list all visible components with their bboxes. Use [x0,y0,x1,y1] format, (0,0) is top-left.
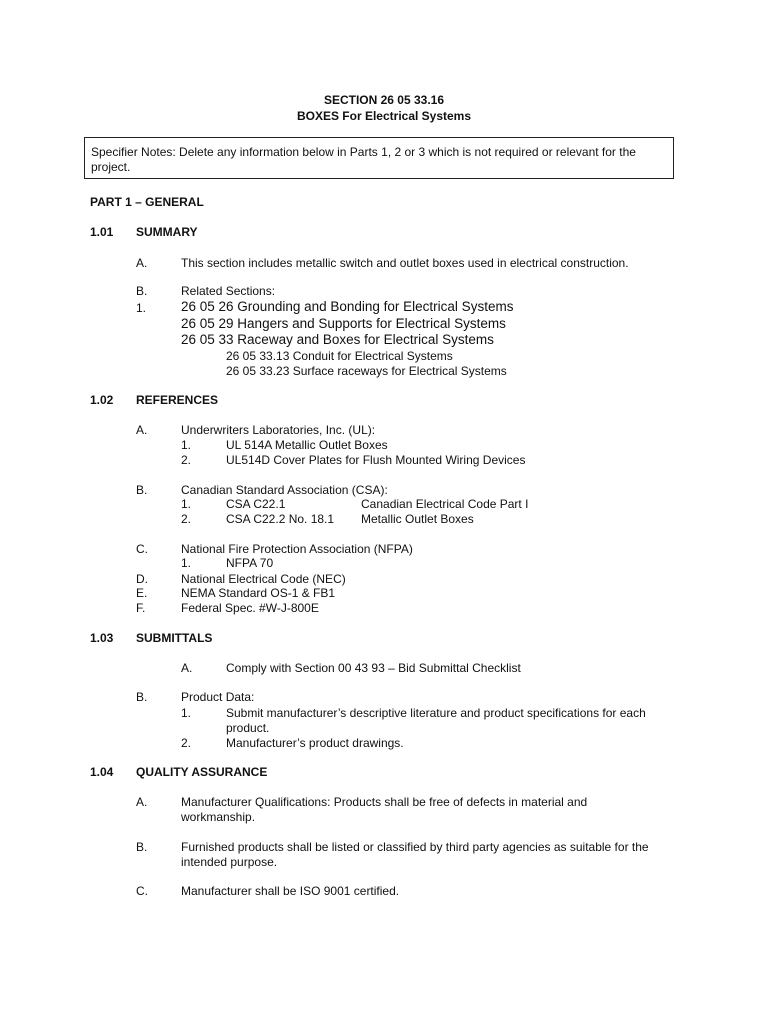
section-1-04-number: 1.04 [90,765,114,779]
list-marker: 1. [136,301,147,315]
list-marker: D. [136,572,148,586]
list-marker: B. [136,284,148,298]
related-section-item: 26 05 26 Grounding and Bonding for Electrical Systems [181,299,514,314]
list-marker: 2. [181,736,192,750]
section-1-04-title: QUALITY ASSURANCE [136,765,268,779]
list-marker: A. [136,256,148,270]
reference-subitem-desc: Metallic Outlet Boxes [361,512,474,526]
submittal-item-a: Comply with Section 00 43 93 – Bid Submittal Checklist [226,661,521,675]
qa-item-b: Furnished products shall be listed or classified by third party agencies as suitable for the [181,840,649,854]
qa-item-a-cont: workmanship. [181,810,256,824]
list-marker: C. [136,884,148,898]
reference-nema: NEMA Standard OS-1 & FB1 [181,586,336,600]
list-marker: 2. [181,512,192,526]
part1-heading: PART 1 – GENERAL [90,195,204,209]
product-data-item-cont: product. [226,721,270,735]
qa-item-a: Manufacturer Qualifications: Products shall be free of defects in material and [181,795,588,809]
section-1-03-number: 1.03 [90,631,114,645]
list-marker: A. [181,661,193,675]
product-data-item: Submit manufacturer’s descriptive literature and product specifications for each [226,706,646,720]
section-title: BOXES For Electrical Systems [296,109,472,123]
list-marker: B. [136,690,148,704]
reference-subitem: CSA C22.2 No. 18.1 [226,512,335,526]
related-section-item: 26 05 29 Hangers and Supports for Electrical Systems [181,316,506,331]
summary-item-a: This section includes metallic switch and outlet boxes used in electrical construction. [181,256,629,270]
section-1-01-title: SUMMARY [136,225,198,239]
list-marker: B. [136,483,148,497]
specifier-notes-box [84,137,674,179]
reference-nec: National Electrical Code (NEC) [181,572,346,586]
section-1-03-title: SUBMITTALS [136,631,213,645]
reference-federal-spec: Federal Spec. #W-J-800E [181,601,319,615]
product-data-item: Manufacturer’s product drawings. [226,736,404,750]
reference-subitem-desc: Canadian Electrical Code Part I [361,497,529,511]
qa-item-b-cont: intended purpose. [181,855,278,869]
related-section-item: 26 05 33 Raceway and Boxes for Electrical Systems [181,332,494,347]
section-1-02-title: REFERENCES [136,393,219,407]
reference-csa: Canadian Standard Association (CSA): [181,483,388,497]
section-1-02-number: 1.02 [90,393,114,407]
list-marker: B. [136,840,148,854]
list-marker: 1. [181,706,192,720]
related-section-subitem: 26 05 33.13 Conduit for Electrical Systems [226,349,453,363]
qa-item-c: Manufacturer shall be ISO 9001 certified. [181,884,400,898]
related-section-subitem: 26 05 33.23 Surface raceways for Electrical Systems [226,364,507,378]
list-marker: A. [136,795,148,809]
reference-subitem: CSA C22.1 [226,497,286,511]
list-marker: E. [136,586,148,600]
list-marker: 1. [181,556,192,570]
list-marker: F. [136,601,146,615]
related-sections-label: Related Sections: [181,284,276,298]
list-marker: 1. [181,438,192,452]
reference-subitem: UL 514A Metallic Outlet Boxes [226,438,388,452]
section-1-01-number: 1.01 [90,225,114,239]
specifier-notes-text: Specifier Notes: Delete any information below in Parts 1, 2 or 3 which is not required or relevant for the project. [91,145,636,174]
reference-subitem: NFPA 70 [226,556,274,570]
product-data-label: Product Data: [181,690,255,704]
list-marker: 2. [181,453,192,467]
reference-nfpa: National Fire Protection Association (NFPA) [181,542,413,556]
list-marker: A. [136,423,148,437]
reference-ul: Underwriters Laboratories, Inc. (UL): [181,423,376,437]
list-marker: 1. [181,497,192,511]
section-number: SECTION 26 05 33.16 [323,93,445,107]
list-marker: C. [136,542,148,556]
reference-subitem: UL514D Cover Plates for Flush Mounted Wiring Devices [226,453,526,467]
